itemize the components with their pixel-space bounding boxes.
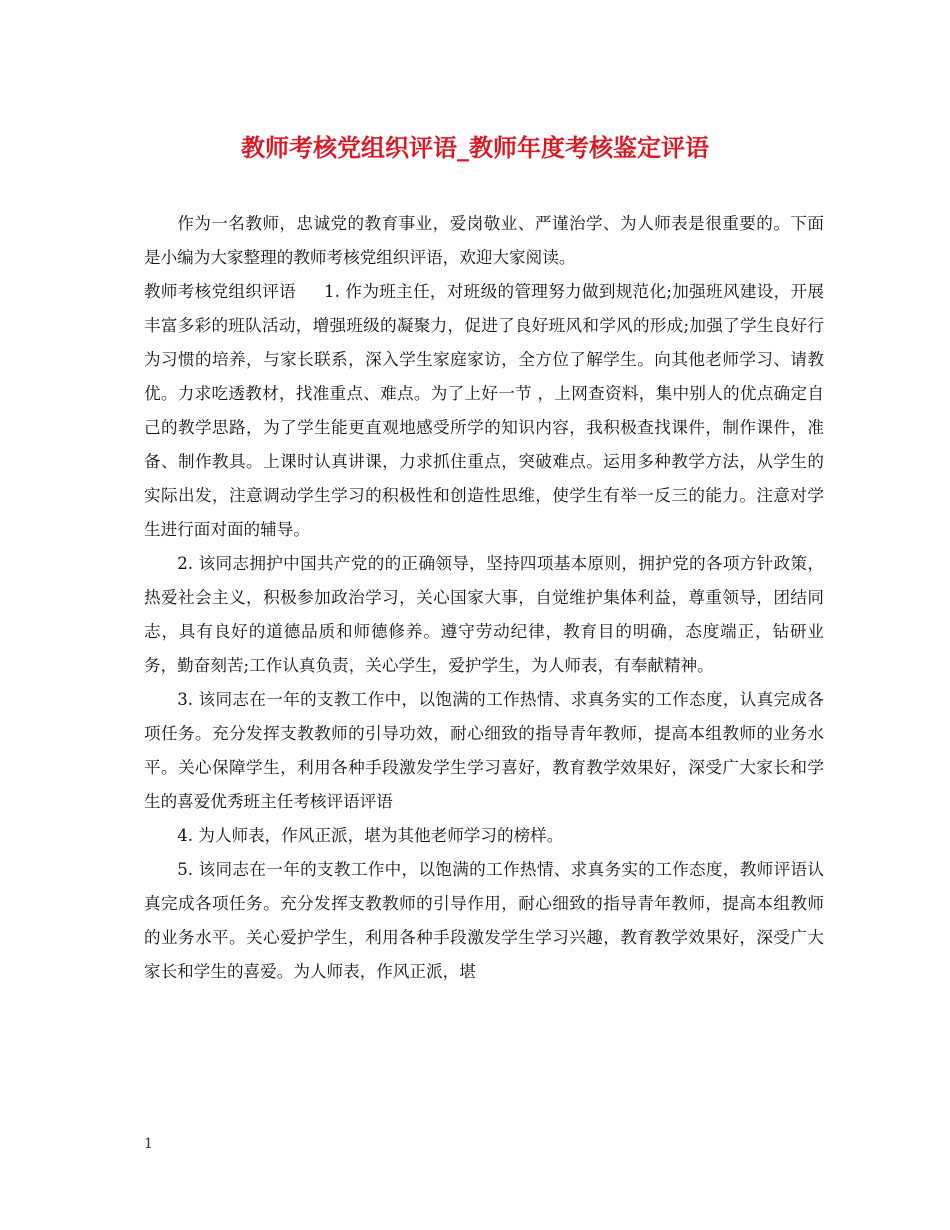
item-5-paragraph: 5. 该同志在一年的支教工作中，以饱满的工作热情、求真务实的工作态度，教师评语认真完成各项任务。充分发挥支教教师的引导作用，耐心细致的指导青年教师，提高本组教师的业务水平。关心爱护学生，利用各种手段激发学生学习兴趣，教育教学效果好，深受广大家长和学生的喜爱。为人师表，作风正派，堪 [144, 860, 824, 981]
item-1-text: 1. 作为班主任，对班级的管理努力做到规范化;加强班风建设，开展丰富多彩的班队活动，增强班级的凝聚力，促进了良好班风和学风的形成;加强了学生良好行为习惯的培养，与家长联系，深入学生家庭家访，全方位了解学生。向其他老师学习、请教优。力求吃透教材，找准重点、难点。为了上好一节 ，上网查资料，集中别人的优点确定自己的教学思路，为了学生能更直观地感受所学的知识内容，我积极查找课件，制作课件，准备、制作教具。上课时认真讲课，力求抓住重点，突破难点。运用多种教学方法，从学生的实际出发，注意调动学生学习的积极性和创造性思维，使学生有举一反三的能力。注意对学生进行面对面的辅导。 [144, 282, 824, 539]
document-body [144, 207, 824, 989]
intro-paragraph: 作为一名教师，忠诚党的教育事业，爱岗敬业、严谨治学、为人师表是很重要的。下面是小编为大家整理的教师考核党组织评语，欢迎大家阅读。 [144, 214, 824, 267]
document-title: 教师考核党组织评语_教师年度考核鉴定评语 [241, 133, 709, 162]
page-number: 1 [144, 1136, 153, 1152]
section-paragraph-1 [144, 275, 824, 547]
item-3-paragraph: 3. 该同志在一年的支教工作中，以饱满的工作热情、求真务实的工作态度，认真完成各项任务。充分发挥支教教师的引导功效，耐心细致的指导青年教师，提高本组教师的业务水平。关心保障学生，利用各种手段激发学生学习喜好，教育教学效果好，深受广大家长和学生的喜爱优秀班主任考核评语评语 [144, 690, 824, 811]
item-4-paragraph: 4. 为人师表，作风正派，堪为其他老师学习的榜样。 [177, 826, 564, 845]
section-heading: 教师考核党组织评语 [144, 282, 297, 301]
item-2-paragraph: 2. 该同志拥护中国共产党的的正确领导，坚持四项基本原则，拥护党的各项方针政策，热爱社会主义，积极参加政治学习，关心国家大事，自觉维护集体利益，尊重领导，团结同志，具有良好的道德品质和师德修养。遵守劳动纪律，教育目的明确，态度端正，钻研业务，勤奋刻苦;工作认真负责，关心学生，爱护学生，为人师表，有奉献精神。 [144, 554, 824, 675]
